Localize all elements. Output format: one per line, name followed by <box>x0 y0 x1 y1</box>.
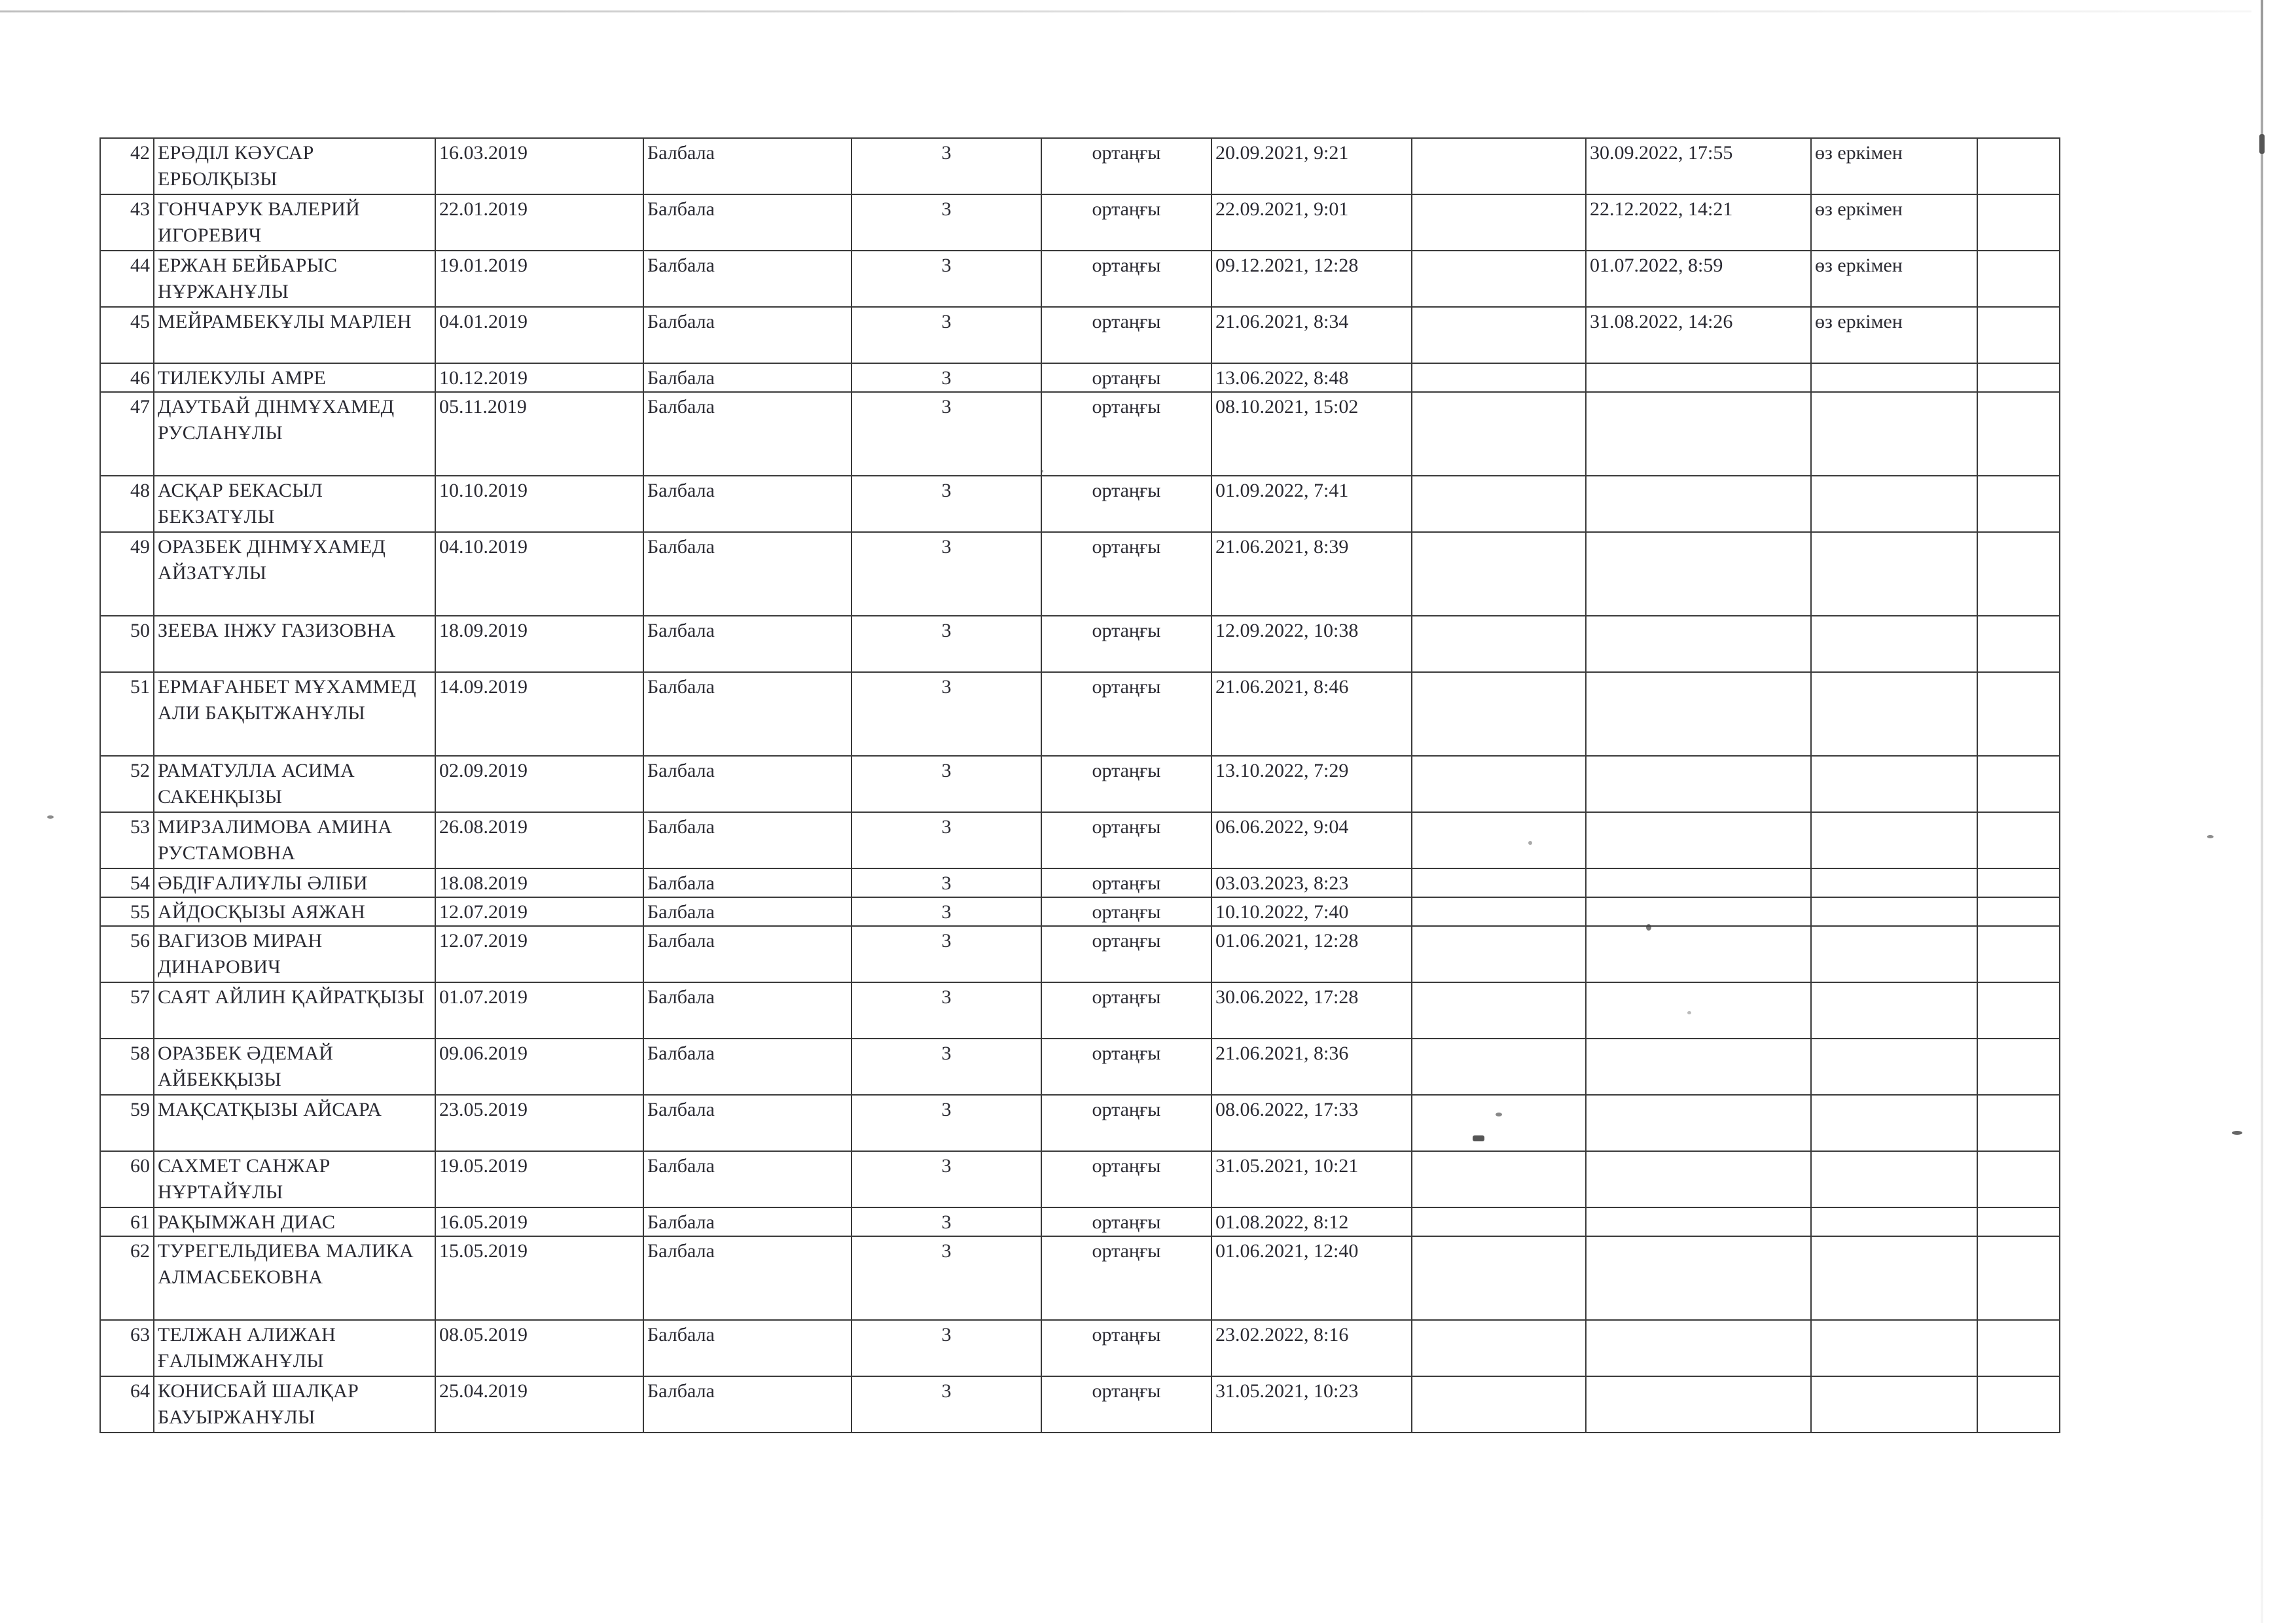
leave-datetime <box>1586 897 1811 926</box>
empty-cell <box>1977 926 2060 982</box>
child-name: ГОНЧАРУК ВАЛЕРИЙ ИГОРЕВИЧ <box>154 194 435 251</box>
row-number: 42 <box>100 138 154 194</box>
empty-cell <box>1412 868 1586 897</box>
child-name: КОНИСБАЙ ШАЛҚАР БАУЫРЖАНҰЛЫ <box>154 1376 435 1433</box>
table-row <box>100 616 2060 672</box>
empty-cell <box>1412 672 1586 756</box>
birth-date: 05.11.2019 <box>435 392 643 476</box>
row-number: 59 <box>100 1095 154 1151</box>
table-row <box>100 868 2060 897</box>
child-name: ЕРМАҒАНБЕТ МҰХАММЕД АЛИ БАҚЫТЖАНҰЛЫ <box>154 672 435 756</box>
group-type: ортаңғы <box>1041 756 1211 812</box>
group-name: Балбала <box>643 363 852 392</box>
enrollment-datetime: 21.06.2021, 8:36 <box>1211 1039 1412 1095</box>
group-name: Балбала <box>643 1207 852 1236</box>
group-name: Балбала <box>643 868 852 897</box>
child-name: ДАУТБАЙ ДІНМҰХАМЕД РУСЛАНҰЛЫ <box>154 392 435 476</box>
scan-speck <box>2232 1131 2242 1135</box>
group-name: Балбала <box>643 1151 852 1207</box>
group-type: ортаңғы <box>1041 982 1211 1039</box>
child-name: АСҚАР БЕКАСЫЛ БЕКЗАТҰЛЫ <box>154 476 435 532</box>
enrollment-datetime: 08.10.2021, 15:02 <box>1211 392 1412 476</box>
age: 3 <box>852 1207 1041 1236</box>
group-name: Балбала <box>643 1236 852 1320</box>
age: 3 <box>852 897 1041 926</box>
empty-cell <box>1977 1376 2060 1433</box>
group-type: ортаңғы <box>1041 1207 1211 1236</box>
group-type: ортаңғы <box>1041 138 1211 194</box>
row-number: 56 <box>100 926 154 982</box>
group-type: ортаңғы <box>1041 1376 1211 1433</box>
group-type: ортаңғы <box>1041 392 1211 476</box>
birth-date: 04.10.2019 <box>435 532 643 616</box>
child-name: АЙДОСҚЫЗЫ АЯЖАН <box>154 897 435 926</box>
row-number: 52 <box>100 756 154 812</box>
empty-cell <box>1977 307 2060 363</box>
child-name: МЕЙРАМБЕКҰЛЫ МАРЛЕН <box>154 307 435 363</box>
group-type: ортаңғы <box>1041 1320 1211 1376</box>
child-name: ТУРЕГЕЛЬДИЕВА МАЛИКА АЛМАСБЕКОВНА <box>154 1236 435 1320</box>
empty-cell <box>1412 138 1586 194</box>
empty-cell <box>1412 897 1586 926</box>
leave-datetime: 01.07.2022, 8:59 <box>1586 251 1811 307</box>
leave-reason <box>1811 616 1977 672</box>
birth-date: 18.08.2019 <box>435 868 643 897</box>
empty-cell <box>1977 1236 2060 1320</box>
row-number: 57 <box>100 982 154 1039</box>
group-name: Балбала <box>643 982 852 1039</box>
empty-cell <box>1977 194 2060 251</box>
table-row <box>100 1320 2060 1376</box>
table-row <box>100 194 2060 251</box>
group-name: Балбала <box>643 1095 852 1151</box>
table-row <box>100 812 2060 868</box>
empty-cell <box>1412 1039 1586 1095</box>
leave-datetime <box>1586 1207 1811 1236</box>
row-number: 45 <box>100 307 154 363</box>
table-row <box>100 926 2060 982</box>
leave-datetime <box>1586 1320 1811 1376</box>
birth-date: 08.05.2019 <box>435 1320 643 1376</box>
empty-cell <box>1977 616 2060 672</box>
empty-cell <box>1412 1376 1586 1433</box>
enrollment-datetime: 06.06.2022, 9:04 <box>1211 812 1412 868</box>
empty-cell <box>1977 982 2060 1039</box>
leave-datetime <box>1586 926 1811 982</box>
row-number: 50 <box>100 616 154 672</box>
age: 3 <box>852 194 1041 251</box>
table-row <box>100 1095 2060 1151</box>
leave-datetime <box>1586 1236 1811 1320</box>
leave-datetime <box>1586 1376 1811 1433</box>
child-name: ӘБДІҒАЛИҰЛЫ ӘЛІБИ <box>154 868 435 897</box>
leave-reason <box>1811 982 1977 1039</box>
group-type: ортаңғы <box>1041 251 1211 307</box>
empty-cell <box>1412 392 1586 476</box>
birth-date: 23.05.2019 <box>435 1095 643 1151</box>
empty-cell <box>1412 1236 1586 1320</box>
birth-date: 12.07.2019 <box>435 926 643 982</box>
table-row <box>100 532 2060 616</box>
age: 3 <box>852 1376 1041 1433</box>
group-name: Балбала <box>643 392 852 476</box>
enrollment-datetime: 21.06.2021, 8:39 <box>1211 532 1412 616</box>
empty-cell <box>1977 138 2060 194</box>
leave-datetime: 22.12.2022, 14:21 <box>1586 194 1811 251</box>
group-type: ортаңғы <box>1041 363 1211 392</box>
table-row <box>100 307 2060 363</box>
child-name: ЕРӘДІЛ КӘУСАР ЕРБОЛҚЫЗЫ <box>154 138 435 194</box>
empty-cell <box>1977 756 2060 812</box>
birth-date: 10.12.2019 <box>435 363 643 392</box>
leave-reason <box>1811 392 1977 476</box>
enrollment-datetime: 22.09.2021, 9:01 <box>1211 194 1412 251</box>
leave-datetime <box>1586 616 1811 672</box>
table-row <box>100 1039 2060 1095</box>
enrollment-datetime: 20.09.2021, 9:21 <box>1211 138 1412 194</box>
child-name: САХМЕТ САНЖАР НҰРТАЙҰЛЫ <box>154 1151 435 1207</box>
empty-cell <box>1412 1320 1586 1376</box>
leave-datetime <box>1586 392 1811 476</box>
birth-date: 16.03.2019 <box>435 138 643 194</box>
leave-reason: өз еркімен <box>1811 251 1977 307</box>
table-row <box>100 1236 2060 1320</box>
empty-cell <box>1412 982 1586 1039</box>
group-type: ортаңғы <box>1041 307 1211 363</box>
group-type: ортаңғы <box>1041 532 1211 616</box>
scan-speck <box>2207 835 2214 838</box>
group-type: ортаңғы <box>1041 926 1211 982</box>
empty-cell <box>1977 812 2060 868</box>
group-type: ортаңғы <box>1041 897 1211 926</box>
age: 3 <box>852 1095 1041 1151</box>
age: 3 <box>852 476 1041 532</box>
leave-reason <box>1811 1320 1977 1376</box>
row-number: 58 <box>100 1039 154 1095</box>
age: 3 <box>852 1320 1041 1376</box>
empty-cell <box>1977 897 2060 926</box>
empty-cell <box>1412 1151 1586 1207</box>
table-row <box>100 251 2060 307</box>
table-row <box>100 1151 2060 1207</box>
child-name: ТЕЛЖАН АЛИЖАН ҒАЛЫМЖАНҰЛЫ <box>154 1320 435 1376</box>
group-type: ортаңғы <box>1041 1095 1211 1151</box>
child-name: РАҚЫМЖАН ДИАС <box>154 1207 435 1236</box>
leave-reason <box>1811 897 1977 926</box>
empty-cell <box>1412 194 1586 251</box>
age: 3 <box>852 982 1041 1039</box>
birth-date: 18.09.2019 <box>435 616 643 672</box>
table-row <box>100 138 2060 194</box>
age: 3 <box>852 363 1041 392</box>
empty-cell <box>1412 363 1586 392</box>
empty-cell <box>1412 812 1586 868</box>
group-name: Балбала <box>643 1376 852 1433</box>
leave-reason <box>1811 1376 1977 1433</box>
row-number: 44 <box>100 251 154 307</box>
enrollment-datetime: 10.10.2022, 7:40 <box>1211 897 1412 926</box>
leave-datetime <box>1586 532 1811 616</box>
group-type: ортаңғы <box>1041 1039 1211 1095</box>
leave-datetime <box>1586 476 1811 532</box>
row-number: 55 <box>100 897 154 926</box>
leave-datetime: 30.09.2022, 17:55 <box>1586 138 1811 194</box>
leave-datetime <box>1586 1095 1811 1151</box>
group-type: ортаңғы <box>1041 868 1211 897</box>
empty-cell <box>1412 476 1586 532</box>
age: 3 <box>852 812 1041 868</box>
group-name: Балбала <box>643 1320 852 1376</box>
leave-reason <box>1811 1236 1977 1320</box>
empty-cell <box>1977 363 2060 392</box>
group-name: Балбала <box>643 251 852 307</box>
group-type: ортаңғы <box>1041 1236 1211 1320</box>
leave-reason <box>1811 926 1977 982</box>
birth-date: 22.01.2019 <box>435 194 643 251</box>
roster-body <box>100 138 2060 1433</box>
group-name: Балбала <box>643 897 852 926</box>
empty-cell <box>1412 926 1586 982</box>
row-number: 61 <box>100 1207 154 1236</box>
scan-edge-right <box>2261 0 2263 1623</box>
empty-cell <box>1977 476 2060 532</box>
row-number: 46 <box>100 363 154 392</box>
child-name: РАМАТУЛЛА АСИМА САКЕНҚЫЗЫ <box>154 756 435 812</box>
group-type: ортаңғы <box>1041 672 1211 756</box>
table-row <box>100 1376 2060 1433</box>
age: 3 <box>852 138 1041 194</box>
age: 3 <box>852 926 1041 982</box>
table-row <box>100 982 2060 1039</box>
birth-date: 10.10.2019 <box>435 476 643 532</box>
child-name: ВАГИЗОВ МИРАН ДИНАРОВИЧ <box>154 926 435 982</box>
table-row <box>100 1207 2060 1236</box>
age: 3 <box>852 1039 1041 1095</box>
row-number: 51 <box>100 672 154 756</box>
row-number: 62 <box>100 1236 154 1320</box>
leave-reason <box>1811 672 1977 756</box>
leave-datetime <box>1586 812 1811 868</box>
birth-date: 12.07.2019 <box>435 897 643 926</box>
group-name: Балбала <box>643 532 852 616</box>
enrollment-datetime: 23.02.2022, 8:16 <box>1211 1320 1412 1376</box>
child-name: ЗЕЕВА ІНЖУ ГАЗИЗОВНА <box>154 616 435 672</box>
leave-reason <box>1811 756 1977 812</box>
row-number: 43 <box>100 194 154 251</box>
birth-date: 04.01.2019 <box>435 307 643 363</box>
group-name: Балбала <box>643 138 852 194</box>
empty-cell <box>1977 251 2060 307</box>
leave-reason <box>1811 812 1977 868</box>
table-row <box>100 392 2060 476</box>
enrollment-datetime: 01.08.2022, 8:12 <box>1211 1207 1412 1236</box>
row-number: 60 <box>100 1151 154 1207</box>
age: 3 <box>852 616 1041 672</box>
empty-cell <box>1977 532 2060 616</box>
child-name: ТИЛЕКУЛЫ АМРЕ <box>154 363 435 392</box>
empty-cell <box>1977 1320 2060 1376</box>
leave-reason <box>1811 476 1977 532</box>
empty-cell <box>1412 1207 1586 1236</box>
row-number: 64 <box>100 1376 154 1433</box>
empty-cell <box>1412 756 1586 812</box>
empty-cell <box>1977 868 2060 897</box>
leave-reason <box>1811 868 1977 897</box>
birth-date: 09.06.2019 <box>435 1039 643 1095</box>
table-row <box>100 672 2060 756</box>
group-name: Балбала <box>643 756 852 812</box>
child-name: МАҚСАТҚЫЗЫ АЙСАРА <box>154 1095 435 1151</box>
leave-reason <box>1811 1095 1977 1151</box>
leave-reason <box>1811 363 1977 392</box>
leave-datetime <box>1586 868 1811 897</box>
group-name: Балбала <box>643 616 852 672</box>
leave-reason <box>1811 532 1977 616</box>
enrollment-datetime: 12.09.2022, 10:38 <box>1211 616 1412 672</box>
row-number: 53 <box>100 812 154 868</box>
enrollment-datetime: 13.06.2022, 8:48 <box>1211 363 1412 392</box>
scan-speck <box>47 815 54 819</box>
leave-datetime <box>1586 1039 1811 1095</box>
birth-date: 16.05.2019 <box>435 1207 643 1236</box>
child-name: ЕРЖАН БЕЙБАРЫС НҰРЖАНҰЛЫ <box>154 251 435 307</box>
table-row <box>100 363 2060 392</box>
birth-date: 02.09.2019 <box>435 756 643 812</box>
age: 3 <box>852 307 1041 363</box>
row-number: 63 <box>100 1320 154 1376</box>
group-name: Балбала <box>643 926 852 982</box>
birth-date: 26.08.2019 <box>435 812 643 868</box>
leave-reason <box>1811 1151 1977 1207</box>
row-number: 47 <box>100 392 154 476</box>
empty-cell <box>1412 1095 1586 1151</box>
age: 3 <box>852 868 1041 897</box>
group-name: Балбала <box>643 672 852 756</box>
enrollment-datetime: 13.10.2022, 7:29 <box>1211 756 1412 812</box>
enrollment-datetime: 31.05.2021, 10:23 <box>1211 1376 1412 1433</box>
enrollment-datetime: 03.03.2023, 8:23 <box>1211 868 1412 897</box>
leave-datetime <box>1586 672 1811 756</box>
table-row <box>100 756 2060 812</box>
leave-reason: өз еркімен <box>1811 307 1977 363</box>
empty-cell <box>1412 307 1586 363</box>
leave-reason <box>1811 1207 1977 1236</box>
birth-date: 14.09.2019 <box>435 672 643 756</box>
child-name: МИРЗАЛИМОВА АМИНА РУСТАМОВНА <box>154 812 435 868</box>
child-name: ОРАЗБЕК ДІНМҰХАМЕД АЙЗАТҰЛЫ <box>154 532 435 616</box>
empty-cell <box>1412 251 1586 307</box>
birth-date: 15.05.2019 <box>435 1236 643 1320</box>
children-roster-table <box>99 137 2060 1433</box>
empty-cell <box>1412 616 1586 672</box>
age: 3 <box>852 672 1041 756</box>
age: 3 <box>852 1151 1041 1207</box>
age: 3 <box>852 1236 1041 1320</box>
enrollment-datetime: 01.06.2021, 12:28 <box>1211 926 1412 982</box>
enrollment-datetime: 01.06.2021, 12:40 <box>1211 1236 1412 1320</box>
scan-edge-top <box>0 10 2251 12</box>
table-row <box>100 897 2060 926</box>
leave-reason: өз еркімен <box>1811 194 1977 251</box>
group-name: Балбала <box>643 476 852 532</box>
leave-datetime <box>1586 363 1811 392</box>
leave-datetime <box>1586 756 1811 812</box>
group-type: ортаңғы <box>1041 616 1211 672</box>
age: 3 <box>852 251 1041 307</box>
row-number: 54 <box>100 868 154 897</box>
group-name: Балбала <box>643 194 852 251</box>
group-type: ортаңғы <box>1041 194 1211 251</box>
age: 3 <box>852 392 1041 476</box>
child-name: САЯТ АЙЛИН ҚАЙРАТҚЫЗЫ <box>154 982 435 1039</box>
enrollment-datetime: 30.06.2022, 17:28 <box>1211 982 1412 1039</box>
birth-date: 25.04.2019 <box>435 1376 643 1433</box>
group-name: Балбала <box>643 1039 852 1095</box>
age: 3 <box>852 756 1041 812</box>
leave-reason: өз еркімен <box>1811 138 1977 194</box>
enrollment-datetime: 31.05.2021, 10:21 <box>1211 1151 1412 1207</box>
row-number: 49 <box>100 532 154 616</box>
age: 3 <box>852 532 1041 616</box>
enrollment-datetime: 01.09.2022, 7:41 <box>1211 476 1412 532</box>
scan-speck <box>2259 134 2265 154</box>
empty-cell <box>1977 392 2060 476</box>
group-type: ортаңғы <box>1041 476 1211 532</box>
leave-reason <box>1811 1039 1977 1095</box>
enrollment-datetime: 08.06.2022, 17:33 <box>1211 1095 1412 1151</box>
birth-date: 01.07.2019 <box>435 982 643 1039</box>
enrollment-datetime: 21.06.2021, 8:34 <box>1211 307 1412 363</box>
leave-datetime: 31.08.2022, 14:26 <box>1586 307 1811 363</box>
group-type: ортаңғы <box>1041 1151 1211 1207</box>
group-name: Балбала <box>643 812 852 868</box>
child-name: ОРАЗБЕК ӘДЕМАЙ АЙБЕКҚЫЗЫ <box>154 1039 435 1095</box>
enrollment-datetime: 09.12.2021, 12:28 <box>1211 251 1412 307</box>
group-type: ортаңғы <box>1041 812 1211 868</box>
birth-date: 19.05.2019 <box>435 1151 643 1207</box>
empty-cell <box>1977 1151 2060 1207</box>
leave-datetime <box>1586 1151 1811 1207</box>
row-number: 48 <box>100 476 154 532</box>
empty-cell <box>1977 1207 2060 1236</box>
leave-datetime <box>1586 982 1811 1039</box>
empty-cell <box>1977 1039 2060 1095</box>
empty-cell <box>1412 532 1586 616</box>
table-row <box>100 476 2060 532</box>
enrollment-datetime: 21.06.2021, 8:46 <box>1211 672 1412 756</box>
group-name: Балбала <box>643 307 852 363</box>
birth-date: 19.01.2019 <box>435 251 643 307</box>
empty-cell <box>1977 1095 2060 1151</box>
empty-cell <box>1977 672 2060 756</box>
